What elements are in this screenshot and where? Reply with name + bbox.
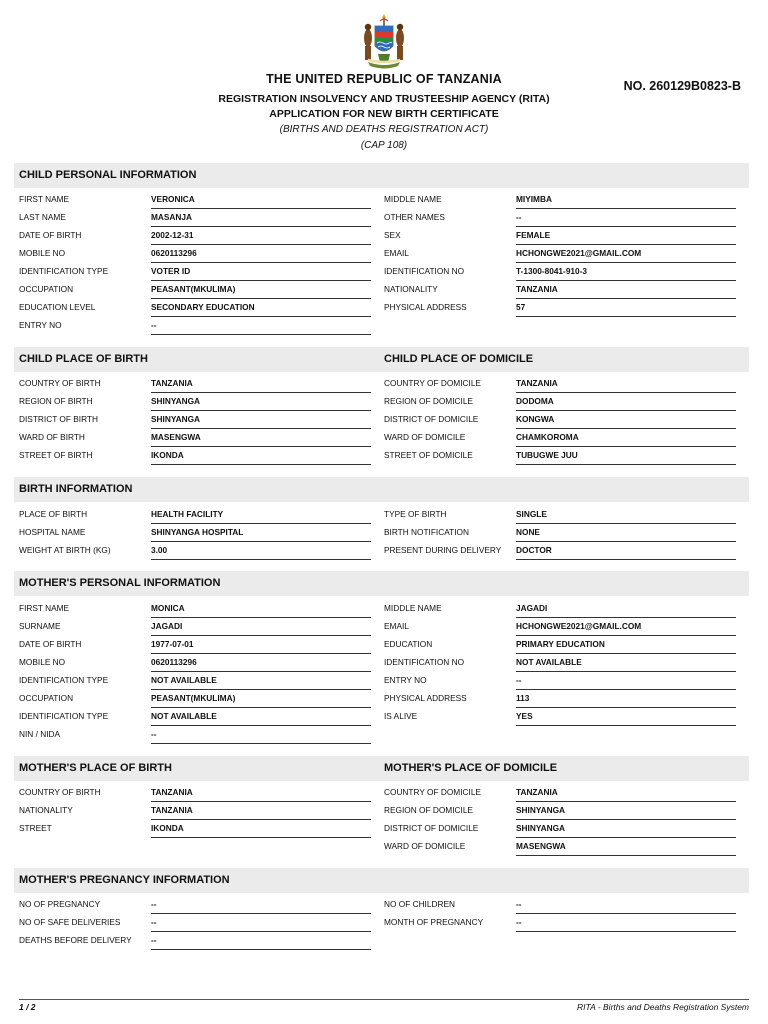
field-label: NO OF PREGNANCY (19, 899, 101, 909)
field-label: FIRST NAME (19, 603, 70, 613)
field-row (384, 191, 736, 209)
underline (151, 743, 371, 744)
field-label: IDENTIFICATION TYPE (19, 711, 109, 721)
field-value: -- (151, 917, 157, 927)
field-label: REGION OF DOMICILE (384, 396, 473, 406)
field-label: ENTRY NO (19, 320, 62, 330)
underline (151, 837, 371, 838)
field-label: ENTRY NO (384, 675, 427, 685)
field-row (19, 317, 371, 335)
field-value: 1977-07-01 (151, 639, 194, 649)
field-row (19, 896, 371, 914)
field-label: COUNTRY OF BIRTH (19, 378, 101, 388)
field-row (19, 802, 371, 820)
field-label: WARD OF DOMICILE (384, 841, 466, 851)
field-row (384, 618, 736, 636)
field-label: EDUCATION (384, 639, 433, 649)
field-row (384, 429, 736, 447)
field-value: -- (516, 212, 522, 222)
field-value: DODOMA (516, 396, 554, 406)
agency-title: REGISTRATION INSOLVENCY AND TRUSTEESHIP AGENCY (RITA) (218, 93, 550, 105)
field-row (19, 726, 371, 744)
field-label: IDENTIFICATION NO (384, 266, 465, 276)
field-value: -- (151, 729, 157, 739)
field-row (384, 447, 736, 465)
field-value: HCHONGWE2021@GMAIL.COM (516, 621, 642, 631)
field-label: EMAIL (384, 621, 409, 631)
section-title-mother-personal: MOTHER'S PERSONAL INFORMATION (19, 577, 221, 589)
field-row (19, 393, 371, 411)
underline (516, 725, 736, 726)
field-row (19, 784, 371, 802)
footer-divider (19, 999, 749, 1000)
field-value: 113 (516, 693, 530, 703)
field-label: STREET OF BIRTH (19, 450, 93, 460)
section-title-child-place-of-domicile: CHILD PLACE OF DOMICILE (384, 353, 534, 365)
section-title-child-personal: CHILD PERSONAL INFORMATION (19, 169, 197, 181)
field-row (19, 411, 371, 429)
field-row (384, 393, 736, 411)
field-row (19, 820, 371, 838)
field-label: DISTRICT OF DOMICILE (384, 823, 479, 833)
field-value: NONE (516, 527, 540, 537)
field-row (19, 281, 371, 299)
field-label: NATIONALITY (19, 805, 73, 815)
field-value: SHINYANGA HOSPITAL (151, 527, 244, 537)
field-label: DATE OF BIRTH (19, 230, 82, 240)
field-value: PEASANT(MKULIMA) (151, 693, 236, 703)
field-label: PHYSICAL ADDRESS (384, 302, 467, 312)
field-value: T-1300-8041-910-3 (516, 266, 588, 276)
field-row (384, 896, 736, 914)
cap-subtitle: (CAP 108) (360, 140, 408, 151)
field-value: DOCTOR (516, 545, 552, 555)
field-label: NATIONALITY (384, 284, 438, 294)
field-value: SHINYANGA (151, 396, 201, 406)
field-value: -- (151, 320, 157, 330)
field-value: 57 (516, 302, 526, 312)
field-row (19, 600, 371, 618)
field-label: LAST NAME (19, 212, 66, 222)
field-label: OTHER NAMES (384, 212, 445, 222)
field-value: 0620113296 (151, 657, 197, 667)
field-value: -- (151, 899, 157, 909)
field-value: MONICA (151, 603, 185, 613)
act-subtitle: (BIRTHS AND DEATHS REGISTRATION ACT) (279, 124, 489, 135)
field-value: MASANJA (151, 212, 193, 222)
field-value: SINGLE (516, 509, 547, 519)
field-value: VERONICA (151, 194, 195, 204)
field-label: PLACE OF BIRTH (19, 509, 88, 519)
field-value: SECONDARY EDUCATION (151, 302, 255, 312)
field-value: 3.00 (151, 545, 168, 555)
field-value: MASENGWA (151, 432, 201, 442)
field-value: -- (516, 899, 522, 909)
field-label: STREET OF DOMICILE (384, 450, 473, 460)
field-row (384, 375, 736, 393)
field-row (384, 524, 736, 542)
underline (516, 855, 736, 856)
field-row (384, 281, 736, 299)
section-title-birth-info: BIRTH INFORMATION (19, 483, 133, 495)
field-label: DEATHS BEFORE DELIVERY (19, 935, 132, 945)
country-title: THE UNITED REPUBLIC OF TANZANIA (266, 72, 502, 86)
field-value: IKONDA (151, 823, 184, 833)
field-value: HCHONGWE2021@GMAIL.COM (516, 248, 642, 258)
field-row (384, 263, 736, 281)
field-row (19, 506, 371, 524)
field-row (384, 209, 736, 227)
field-value: -- (516, 917, 522, 927)
field-value: TANZANIA (516, 378, 558, 388)
field-label: MONTH OF PREGNANCY (384, 917, 484, 927)
field-value: 0620113296 (151, 248, 197, 258)
field-row (19, 524, 371, 542)
field-label: SEX (384, 230, 401, 240)
field-row (384, 838, 736, 856)
field-label: STREET (19, 823, 52, 833)
field-row (19, 690, 371, 708)
field-label: NIN / NIDA (19, 729, 61, 739)
field-row (384, 690, 736, 708)
field-label: REGION OF DOMICILE (384, 805, 473, 815)
field-label: NO OF CHILDREN (384, 899, 455, 909)
field-label: FIRST NAME (19, 194, 70, 204)
underline (151, 334, 371, 335)
field-row (19, 654, 371, 672)
field-row (384, 820, 736, 838)
field-row (384, 600, 736, 618)
field-row (384, 708, 736, 726)
field-value: VOTER ID (151, 266, 191, 276)
field-label: SURNAME (19, 621, 61, 631)
field-label: DISTRICT OF DOMICILE (384, 414, 479, 424)
field-label: BIRTH NOTIFICATION (384, 527, 469, 537)
field-value: MIYIMBA (516, 194, 552, 204)
field-row (384, 636, 736, 654)
field-value: JAGADI (516, 603, 548, 613)
field-value: KONGWA (516, 414, 555, 424)
field-value: NOT AVAILABLE (151, 711, 217, 721)
field-value: TANZANIA (151, 378, 193, 388)
field-label: DATE OF BIRTH (19, 639, 82, 649)
field-row (19, 708, 371, 726)
underline (516, 931, 736, 932)
field-value: TANZANIA (516, 787, 558, 797)
field-value: CHAMKOROMA (516, 432, 579, 442)
field-row (384, 245, 736, 263)
field-value: TANZANIA (516, 284, 558, 294)
field-row (19, 618, 371, 636)
field-row (384, 784, 736, 802)
field-value: NOT AVAILABLE (516, 657, 582, 667)
field-row (19, 227, 371, 245)
field-label: COUNTRY OF BIRTH (19, 787, 101, 797)
section-title-child-place-of-birth: CHILD PLACE OF BIRTH (19, 353, 148, 365)
section-title-mother-pregnancy: MOTHER'S PREGNANCY INFORMATION (19, 874, 230, 886)
field-value: SHINYANGA (151, 414, 201, 424)
field-label: MIDDLE NAME (384, 603, 442, 613)
section-title-mother-place-of-birth: MOTHER'S PLACE OF BIRTH (19, 762, 172, 774)
field-value: IKONDA (151, 450, 184, 460)
field-row (384, 654, 736, 672)
field-row (19, 191, 371, 209)
system-name: RITA - Births and Deaths Registration System (577, 1002, 749, 1012)
section-title-mother-place-of-domicile: MOTHER'S PLACE OF DOMICILE (384, 762, 558, 774)
field-row (384, 299, 736, 317)
field-value: TUBUGWE JUU (516, 450, 578, 460)
field-value: PRIMARY EDUCATION (516, 639, 605, 649)
page-number: 1 / 2 (19, 1002, 36, 1012)
underline (516, 464, 736, 465)
field-label: IDENTIFICATION TYPE (19, 266, 109, 276)
field-row (384, 227, 736, 245)
field-row (19, 375, 371, 393)
field-label: IDENTIFICATION TYPE (19, 675, 109, 685)
field-row (19, 672, 371, 690)
field-row (19, 447, 371, 465)
field-value: TANZANIA (151, 805, 193, 815)
field-value: YES (516, 711, 533, 721)
field-value: MASENGWA (516, 841, 566, 851)
underline (151, 559, 371, 560)
field-label: EDUCATION LEVEL (19, 302, 96, 312)
field-value: HEALTH FACILITY (151, 509, 224, 519)
field-value: -- (151, 935, 157, 945)
field-value: 2002-12-31 (151, 230, 194, 240)
field-value: NOT AVAILABLE (151, 675, 217, 685)
field-label: IDENTIFICATION NO (384, 657, 465, 667)
field-label: WARD OF DOMICILE (384, 432, 466, 442)
field-label: MOBILE NO (19, 657, 66, 667)
field-value: JAGADI (151, 621, 183, 631)
field-row (19, 263, 371, 281)
field-row (384, 672, 736, 690)
field-value: SHINYANGA (516, 805, 566, 815)
field-value: PEASANT(MKULIMA) (151, 284, 236, 294)
underline (516, 559, 736, 560)
field-row (19, 209, 371, 227)
field-value: TANZANIA (151, 787, 193, 797)
field-label: NO OF SAFE DELIVERIES (19, 917, 121, 927)
underline (151, 949, 371, 950)
field-label: MIDDLE NAME (384, 194, 442, 204)
form-title: APPLICATION FOR NEW BIRTH CERTIFICATE (269, 108, 499, 120)
field-label: WARD OF BIRTH (19, 432, 85, 442)
underline (516, 316, 736, 317)
field-label: COUNTRY OF DOMICILE (384, 378, 481, 388)
field-value: SHINYANGA (516, 823, 566, 833)
field-value: FEMALE (516, 230, 551, 240)
field-row (384, 914, 736, 932)
field-row (384, 506, 736, 524)
coat-of-arms-emblem (358, 12, 410, 70)
field-row (19, 636, 371, 654)
field-label: PRESENT DURING DELIVERY (384, 545, 502, 555)
field-row (384, 802, 736, 820)
field-label: WEIGHT AT BIRTH (KG) (19, 545, 111, 555)
field-label: MOBILE NO (19, 248, 66, 258)
field-label: DISTRICT OF BIRTH (19, 414, 98, 424)
field-label: OCCUPATION (19, 693, 74, 703)
field-label: REGION OF BIRTH (19, 396, 93, 406)
field-label: HOSPITAL NAME (19, 527, 86, 537)
field-row (384, 411, 736, 429)
field-row (19, 914, 371, 932)
field-label: TYPE OF BIRTH (384, 509, 447, 519)
field-label: OCCUPATION (19, 284, 74, 294)
field-row (19, 932, 371, 950)
field-label: COUNTRY OF DOMICILE (384, 787, 481, 797)
field-row (19, 245, 371, 263)
certificate-number: NO. 260129B0823-B (623, 79, 741, 93)
field-label: EMAIL (384, 248, 409, 258)
field-row (19, 299, 371, 317)
field-label: IS ALIVE (384, 711, 418, 721)
field-label: PHYSICAL ADDRESS (384, 693, 467, 703)
field-value: -- (516, 675, 522, 685)
field-row (384, 542, 736, 560)
field-row (19, 542, 371, 560)
underline (151, 464, 371, 465)
field-row (19, 429, 371, 447)
